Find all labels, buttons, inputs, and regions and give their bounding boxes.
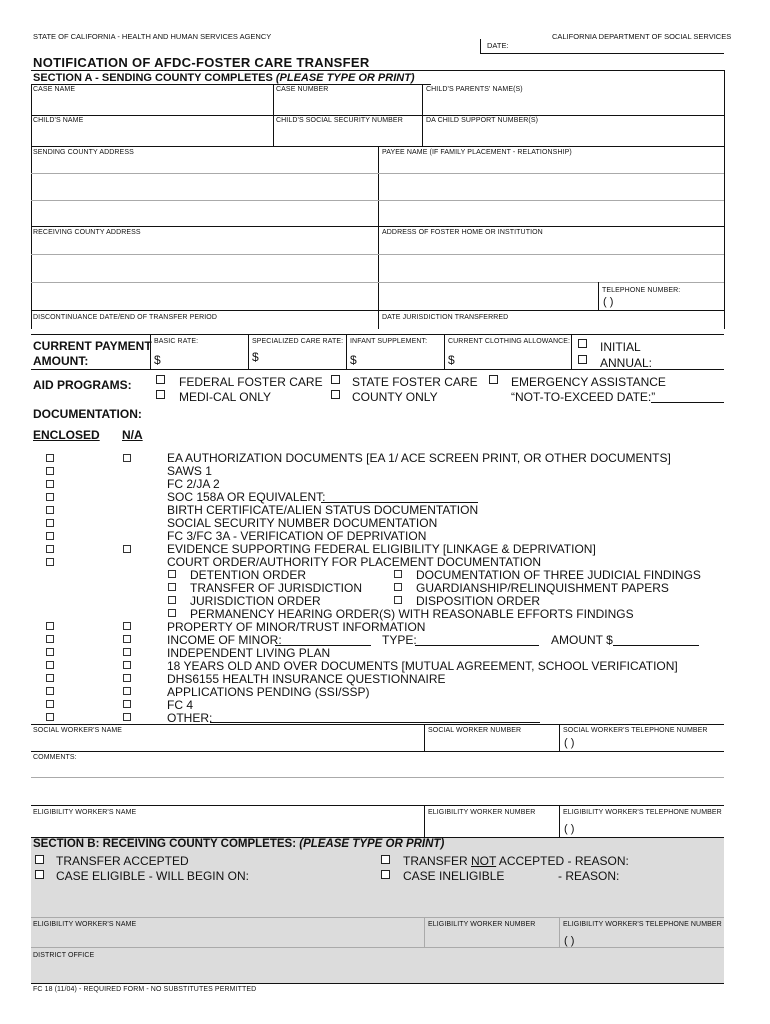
jurisdiction-order-checkbox[interactable] <box>168 596 176 604</box>
enclosed-checkbox[interactable] <box>46 480 54 488</box>
other-field[interactable] <box>210 722 540 723</box>
divider <box>31 310 724 311</box>
enclosed-checkbox[interactable] <box>46 622 54 630</box>
divider <box>31 777 724 778</box>
na-checkbox[interactable] <box>123 687 131 695</box>
enclosed-checkbox[interactable] <box>46 506 54 514</box>
amount-label: AMOUNT $ <box>551 633 613 647</box>
divider <box>31 947 724 948</box>
doc-item: COURT ORDER/AUTHORITY FOR PLACEMENT DOCUMENTATION <box>167 555 542 569</box>
eligibility-worker-number-label: ELIGIBILITY WORKER NUMBER <box>428 809 536 816</box>
clothing-allowance-field[interactable] <box>460 352 568 367</box>
parents-names-label: CHILD'S PARENTS' NAME(S) <box>426 86 523 93</box>
telephone-field[interactable]: ( ) <box>603 296 614 308</box>
emergency-assistance-label: EMERGENCY ASSISTANCE <box>511 375 666 389</box>
divider <box>346 334 347 369</box>
initial-label: INITIAL <box>600 340 641 354</box>
specialized-rate-field[interactable] <box>264 350 344 365</box>
rc-eligibility-worker-name-field[interactable] <box>33 931 421 945</box>
section-a-rule <box>31 84 431 85</box>
right-border <box>724 70 725 329</box>
na-checkbox[interactable] <box>123 661 131 669</box>
social-worker-name-field[interactable] <box>33 736 421 750</box>
divider <box>422 115 423 146</box>
foster-address-field[interactable] <box>382 238 597 306</box>
divider <box>422 84 423 115</box>
rc-eligibility-worker-name-label: ELIGIBILITY WORKER'S NAME <box>33 921 137 928</box>
divider <box>31 724 724 725</box>
case-ineligible-label: CASE INELIGIBLE <box>403 869 505 883</box>
doc-item: APPLICATIONS PENDING (SSI/SSP) <box>167 685 370 699</box>
eligibility-worker-number-field[interactable] <box>428 819 556 835</box>
federal-foster-care-label: FEDERAL FOSTER CARE <box>179 375 323 389</box>
divider <box>31 369 724 370</box>
transfer-jurisdiction-checkbox[interactable] <box>168 583 176 591</box>
federal-foster-care-checkbox[interactable] <box>156 375 165 384</box>
divider <box>31 226 724 227</box>
title-rule <box>31 70 724 71</box>
case-name-label: CASE NAME <box>33 86 76 93</box>
income-amount-field[interactable] <box>613 645 699 646</box>
guardianship-checkbox[interactable] <box>394 583 402 591</box>
eligibility-worker-phone-field[interactable]: ( ) <box>564 823 575 835</box>
county-only-label: COUNTY ONLY <box>352 390 438 404</box>
medi-cal-only-label: MEDI-CAL ONLY <box>179 390 272 404</box>
not-accepted-reason-field[interactable] <box>620 853 720 867</box>
divider <box>559 724 560 751</box>
clothing-allowance-label: CURRENT CLOTHING ALLOWANCE: <box>448 338 571 345</box>
na-checkbox[interactable] <box>123 622 131 630</box>
three-findings-checkbox[interactable] <box>394 570 402 578</box>
doc-item: EVIDENCE SUPPORTING FEDERAL ELIGIBILITY [LINKAGE & DEPRIVATION] <box>167 542 596 556</box>
section-a-title: SECTION A - SENDING COUNTY COMPLETES (PLEASE TYPE OR PRINT) <box>33 72 415 84</box>
payee-name-field[interactable] <box>382 158 722 226</box>
da-child-support-label: DA CHILD SUPPORT NUMBER(S) <box>426 117 539 124</box>
doc-item: PROPERTY OF MINOR/TRUST INFORMATION <box>167 620 426 634</box>
specialized-rate-label: SPECIALIZED CARE RATE: <box>252 338 344 345</box>
divider <box>424 724 425 751</box>
discontinuance-label: DISCONTINUANCE DATE/END OF TRANSFER PERIOD <box>33 314 218 321</box>
current-payment-label: CURRENT PAYMENT AMOUNT: <box>33 339 152 368</box>
documentation-label: DOCUMENTATION: <box>33 407 142 421</box>
enclosed-checkbox[interactable] <box>46 635 54 643</box>
na-checkbox[interactable] <box>123 674 131 682</box>
medi-cal-only-checkbox[interactable] <box>156 390 165 399</box>
ineligible-reason-field[interactable] <box>620 868 720 882</box>
basic-rate-dollar: $ <box>154 353 161 367</box>
permanency-checkbox[interactable] <box>168 609 176 617</box>
doc-item: SAWS 1 <box>167 464 212 478</box>
rc-eligibility-worker-phone-field[interactable]: ( ) <box>564 935 575 947</box>
transfer-not-accepted-label: TRANSFER NOT ACCEPTED - REASON: <box>403 854 629 868</box>
divider <box>31 254 724 255</box>
income-type-field[interactable] <box>415 645 539 646</box>
doc-item: BIRTH CERTIFICATE/ALIEN STATUS DOCUMENTATION <box>167 503 479 517</box>
case-ineligible-checkbox[interactable] <box>381 870 390 879</box>
ineligible-reason-label: - REASON: <box>558 869 620 883</box>
doc-item: INDEPENDENT LIVING PLAN <box>167 646 331 660</box>
case-number-label: CASE NUMBER <box>276 86 329 93</box>
na-checkbox[interactable] <box>123 713 131 721</box>
divider <box>150 334 151 369</box>
doc-item: INCOME OF MINOR: <box>167 633 282 647</box>
case-eligible-checkbox[interactable] <box>35 870 44 879</box>
divider <box>273 84 274 115</box>
divider <box>31 282 724 283</box>
eligibility-worker-name-label: ELIGIBILITY WORKER'S NAME <box>33 809 137 816</box>
enclosed-checkbox[interactable] <box>46 661 54 669</box>
na-checkbox[interactable] <box>123 635 131 643</box>
type-label: TYPE: <box>382 633 417 647</box>
case-number-field[interactable] <box>276 96 420 114</box>
disposition-order-checkbox[interactable] <box>394 596 402 604</box>
divider <box>31 805 724 806</box>
left-border <box>31 84 32 329</box>
rc-eligibility-worker-number-field[interactable] <box>428 931 556 945</box>
enclosed-checkbox[interactable] <box>46 558 54 566</box>
receiving-address-field[interactable] <box>33 238 376 306</box>
enclosed-checkbox[interactable] <box>46 713 54 721</box>
enclosed-checkbox[interactable] <box>46 674 54 682</box>
not-to-exceed-field[interactable] <box>651 402 724 403</box>
basic-rate-label: BASIC RATE: <box>154 338 199 345</box>
date-label: DATE: <box>487 41 509 50</box>
comments-label: COMMENTS: <box>33 754 77 761</box>
form-title: NOTIFICATION OF AFDC-FOSTER CARE TRANSFER <box>33 55 370 70</box>
divider <box>444 334 445 369</box>
divider <box>571 334 572 369</box>
divider <box>273 115 274 146</box>
case-eligible-date-field[interactable] <box>240 868 370 882</box>
parents-names-field[interactable] <box>426 96 722 114</box>
transfer-jurisdiction-label: TRANSFER OF JURISDICTION <box>190 581 363 595</box>
disposition-order-label: DISPOSITION ORDER <box>416 594 541 608</box>
divider <box>559 917 560 947</box>
date-jurisdiction-field[interactable] <box>382 322 722 334</box>
divider <box>424 917 425 947</box>
doc-item: EA AUTHORIZATION DOCUMENTS [EA 1/ ACE SCREEN PRINT, OR OTHER DOCUMENTS] <box>167 451 671 465</box>
case-name-field[interactable] <box>33 96 273 114</box>
doc-item: FC 3/FC 3A - VERIFICATION OF DEPRIVATION <box>167 529 427 543</box>
divider <box>424 805 425 837</box>
sending-address-field[interactable] <box>33 158 376 226</box>
doc-item: FC 2/JA 2 <box>167 477 220 491</box>
enclosed-checkbox[interactable] <box>46 467 54 475</box>
childs-ssn-label: CHILD'S SOCIAL SECURITY NUMBER <box>276 117 403 124</box>
foster-address-label: ADDRESS OF FOSTER HOME OR INSTITUTION <box>382 229 543 236</box>
discontinuance-field[interactable] <box>33 322 376 334</box>
transfer-accepted-label: TRANSFER ACCEPTED <box>56 854 189 868</box>
divider <box>248 334 249 369</box>
emergency-assistance-checkbox[interactable] <box>489 375 498 384</box>
doc-item: 18 YEARS OLD AND OVER DOCUMENTS [MUTUAL AGREEMENT, SCHOOL VERIFICATION] <box>167 659 678 673</box>
county-only-checkbox[interactable] <box>331 390 340 399</box>
childs-name-label: CHILD'S NAME <box>33 117 84 124</box>
agency-name: STATE OF CALIFORNIA - HEALTH AND HUMAN SERVICES AGENCY <box>33 32 272 41</box>
state-foster-care-label: STATE FOSTER CARE <box>352 375 478 389</box>
doc-item: DHS6155 HEALTH INSURANCE QUESTIONNAIRE <box>167 672 446 686</box>
enclosed-checkbox[interactable] <box>46 493 54 501</box>
receiving-address-label: RECEIVING COUNTY ADDRESS <box>33 229 141 236</box>
enclosed-checkbox[interactable] <box>46 700 54 708</box>
detention-order-label: DETENTION ORDER <box>190 568 307 582</box>
annual-label: ANNUAL: <box>600 356 653 370</box>
not-to-exceed-label: “NOT-TO-EXCEED DATE:” <box>511 390 656 404</box>
doc-item: SOC 158A OR EQUIVALENT: <box>167 490 326 504</box>
social-worker-number-field[interactable] <box>428 736 556 750</box>
eligibility-worker-phone-label: ELIGIBILITY WORKER'S TELEPHONE NUMBER <box>563 809 722 816</box>
enclosed-checkbox[interactable] <box>46 687 54 695</box>
section-b-title: SECTION B: RECEIVING COUNTY COMPLETES: (PLEASE TYPE OR PRINT) <box>33 838 445 850</box>
date-jurisdiction-label: DATE JURISDICTION TRANSFERRED <box>382 314 509 321</box>
social-worker-phone-field[interactable]: ( ) <box>564 737 575 749</box>
annual-checkbox[interactable] <box>578 355 587 364</box>
state-foster-care-checkbox[interactable] <box>331 375 340 384</box>
divider <box>559 805 560 837</box>
enclosed-checkbox[interactable] <box>46 545 54 553</box>
enclosed-checkbox[interactable] <box>46 648 54 656</box>
social-worker-number-label: SOCIAL WORKER NUMBER <box>428 727 522 734</box>
doc-item: OTHER: <box>167 711 213 725</box>
divider <box>31 751 724 752</box>
date-field[interactable] <box>512 40 722 52</box>
enclosed-checkbox[interactable] <box>46 454 54 462</box>
transfer-accepted-checkbox[interactable] <box>35 855 44 864</box>
district-office-field[interactable] <box>33 962 723 980</box>
clothing-allowance-dollar: $ <box>448 353 455 367</box>
divider <box>598 282 599 310</box>
divider <box>31 917 724 918</box>
infant-supplement-field[interactable] <box>362 352 442 367</box>
telephone-label: TELEPHONE NUMBER: <box>602 287 681 294</box>
na-checkbox[interactable] <box>123 545 131 553</box>
aid-programs-label: AID PROGRAMS: <box>33 378 132 392</box>
social-worker-phone-label: SOCIAL WORKER'S TELEPHONE NUMBER <box>563 727 708 734</box>
department-name: CALIFORNIA DEPARTMENT OF SOCIAL SERVICES <box>552 32 732 41</box>
infant-supplement-label: INFANT SUPPLEMENT: <box>350 338 428 345</box>
childs-ssn-field[interactable] <box>276 127 420 145</box>
enclosed-checkbox[interactable] <box>46 532 54 540</box>
three-findings-label: DOCUMENTATION OF THREE JUDICIAL FINDINGS <box>416 568 701 582</box>
basic-rate-field[interactable] <box>166 352 246 367</box>
detention-order-checkbox[interactable] <box>168 570 176 578</box>
childs-name-field[interactable] <box>33 127 273 145</box>
doc-item: SOCIAL SECURITY NUMBER DOCUMENTATION <box>167 516 438 530</box>
na-checkbox[interactable] <box>123 648 131 656</box>
doc-item: FC 4 <box>167 698 194 712</box>
divider <box>31 200 724 201</box>
date-divider <box>480 39 481 54</box>
guardianship-label: GUARDIANSHIP/RELINQUISHMENT PAPERS <box>416 581 669 595</box>
rc-eligibility-worker-phone-label: ELIGIBILITY WORKER'S TELEPHONE NUMBER <box>563 921 722 928</box>
date-underline <box>480 53 724 54</box>
payee-name-label: PAYEE NAME (IF FAMILY PLACEMENT - RELATIONSHIP) <box>382 149 572 156</box>
rc-eligibility-worker-number-label: ELIGIBILITY WORKER NUMBER <box>428 921 536 928</box>
jurisdiction-order-label: JURISDICTION ORDER <box>190 594 321 608</box>
infant-supplement-dollar: $ <box>350 353 357 367</box>
enclosed-checkbox[interactable] <box>46 519 54 527</box>
transfer-not-accepted-checkbox[interactable] <box>381 855 390 864</box>
na-checkbox[interactable] <box>123 700 131 708</box>
divider <box>31 334 724 335</box>
eligibility-worker-name-field[interactable] <box>33 819 421 835</box>
comments-field[interactable] <box>33 763 723 803</box>
sending-address-label: SENDING COUNTY ADDRESS <box>33 149 134 156</box>
initial-checkbox[interactable] <box>578 339 587 348</box>
na-header: N/A <box>122 428 143 442</box>
case-eligible-label: CASE ELIGIBLE - WILL BEGIN ON: <box>56 869 249 883</box>
na-checkbox[interactable] <box>123 454 131 462</box>
divider <box>31 115 724 116</box>
enclosed-header: ENCLOSED <box>33 428 100 442</box>
da-child-support-field[interactable] <box>426 127 722 145</box>
district-office-label: DISTRICT OFFICE <box>33 952 95 959</box>
social-worker-name-label: SOCIAL WORKER'S NAME <box>33 727 123 734</box>
form-footer: FC 18 (11/04) - REQUIRED FORM - NO SUBSTITUTES PERMITTED <box>33 986 257 993</box>
specialized-rate-dollar: $ <box>252 350 259 364</box>
permanency-label: PERMANENCY HEARING ORDER(S) WITH REASONABLE EFFORTS FINDINGS <box>190 607 634 621</box>
divider <box>31 173 724 174</box>
